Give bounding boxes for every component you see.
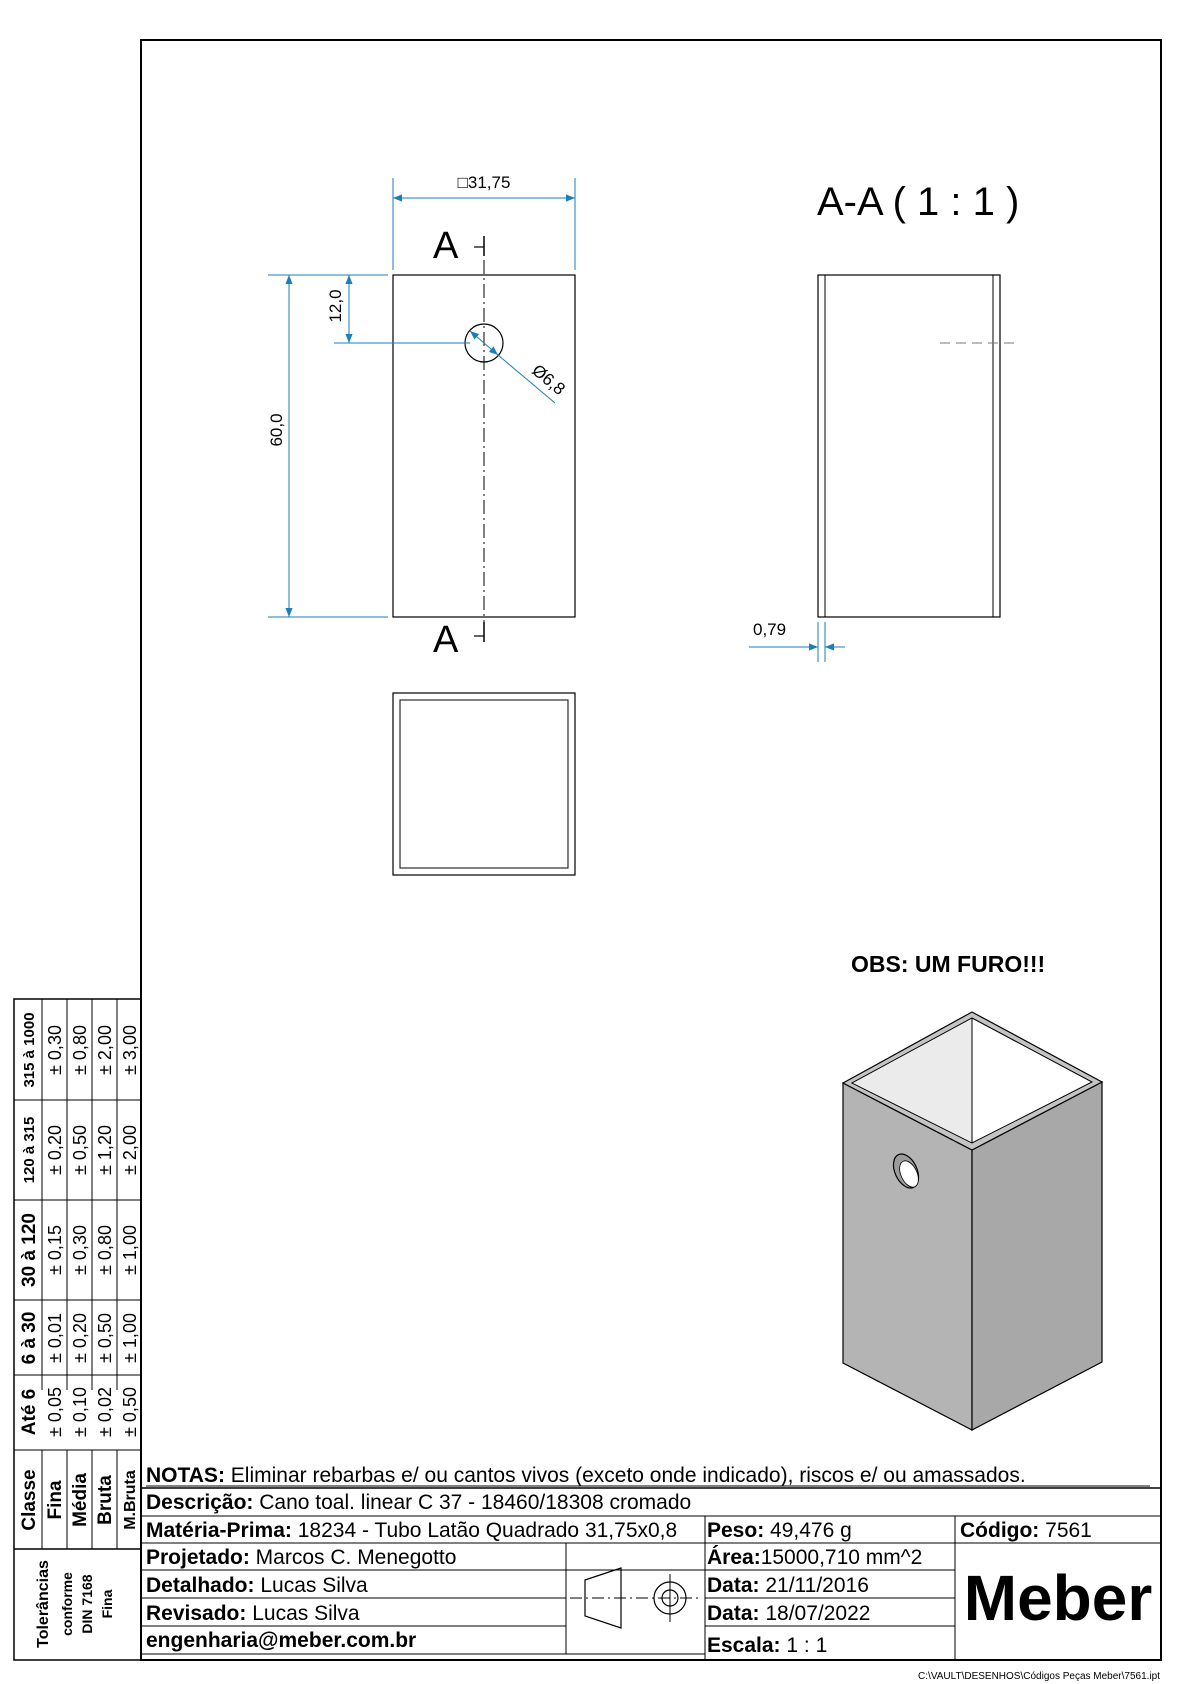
tolerance-value: ± 1,20: [95, 1125, 115, 1175]
file-path: C:\VAULT\DESENHOS\Códigos Peças Meber\7561.ipt: [918, 1671, 1160, 1682]
meber-logo: Meber: [963, 1562, 1153, 1634]
bottom-view: [393, 693, 575, 875]
tolerance-value: ± 3,00: [120, 1025, 140, 1075]
escala: Escala: 1 : 1: [707, 1634, 828, 1657]
data-criacao: Data: 21/11/2016: [707, 1574, 869, 1597]
range-label: 120 à 315: [21, 1116, 38, 1184]
isometric-view: [843, 1012, 1102, 1430]
tolerance-value: ± 0,01: [45, 1313, 65, 1363]
section-view-title: A-A ( 1 : 1 ): [817, 180, 1020, 224]
class-label: Média: [70, 1473, 91, 1527]
class-label: M.Bruta: [122, 1470, 139, 1530]
projetado: Projetado: Marcos C. Menegotto: [146, 1546, 457, 1569]
projection-symbol-icon: [570, 1568, 700, 1628]
front-view: [393, 225, 575, 661]
class-label: Fina: [45, 1480, 66, 1520]
tolerance-value: ± 0,30: [45, 1025, 65, 1075]
obs-note: OBS: UM FURO!!!: [851, 951, 1046, 977]
hole-diameter-dimension: Ø6,8: [528, 360, 569, 399]
hole-offset-dimension: 12,0: [326, 289, 345, 323]
tolerance-value: ± 0,50: [70, 1125, 90, 1175]
section-outline: [818, 275, 1000, 617]
tolerance-value: ± 0,80: [70, 1025, 90, 1075]
tolerance-value: ± 0,10: [70, 1387, 90, 1437]
tolerance-value: ± 0,50: [95, 1313, 115, 1363]
range-label: 6 à 30: [19, 1311, 40, 1365]
revisado: Revisado: Lucas Silva: [146, 1602, 360, 1625]
codigo: Código: 7561: [960, 1519, 1092, 1542]
area: Área:15000,710 mm^2: [707, 1546, 923, 1569]
tolerance-value: ± 2,00: [95, 1025, 115, 1075]
height-dimension: 60,0: [267, 413, 286, 447]
data-revisao: Data: 18/07/2022: [707, 1602, 871, 1625]
tolerance-value: ± 1,00: [120, 1225, 140, 1275]
tolerance-value: ± 1,00: [120, 1313, 140, 1363]
tolerance-value: ± 0,15: [45, 1225, 65, 1275]
section-view: [749, 180, 1019, 662]
class-label: Bruta: [95, 1475, 116, 1525]
notes: [146, 1464, 1026, 1487]
email: engenharia@meber.com.br: [146, 1629, 417, 1652]
tolerance-value: ± 0,02: [95, 1387, 115, 1437]
materia-prima: Matéria-Prima: 18234 - Tubo Latão Quadrado 31,75x0,8: [146, 1519, 678, 1542]
range-label: Até 6: [19, 1388, 40, 1436]
width-dimension: □31,75: [457, 173, 511, 192]
tolerance-title-line: Fina: [99, 1589, 115, 1619]
tolerance-value: ± 0,30: [70, 1225, 90, 1275]
tolerance-value: ± 0,80: [95, 1225, 115, 1275]
tolerance-title-line: Tolerâncias: [35, 1560, 52, 1648]
tolerance-value: ± 0,05: [45, 1387, 65, 1437]
tolerance-title-line: conforme: [59, 1572, 75, 1636]
sheet-border: [141, 40, 1161, 1660]
tolerance-value: ± 0,50: [120, 1387, 140, 1437]
notes-label: NOTAS:: [146, 1464, 225, 1487]
peso: Peso: 49,476 g: [707, 1519, 852, 1542]
range-label: 30 à 120: [19, 1213, 40, 1287]
title-block: [141, 1464, 1161, 1660]
wall-dimension: 0,79: [753, 620, 787, 639]
tolerance-value: ± 0,20: [45, 1125, 65, 1175]
section-label-bottom: A: [433, 619, 459, 661]
front-view-dimensions: [267, 173, 575, 617]
descricao: Descrição: Cano toal. linear C 37 - 18460/18308 cromado: [146, 1491, 692, 1514]
range-label: 315 à 1000: [21, 1012, 38, 1088]
class-header: Classe: [19, 1469, 40, 1531]
section-label-top: A: [433, 225, 459, 267]
notes-text: Eliminar rebarbas e/ ou cantos vivos (exceto onde indicado), riscos e/ ou amassados.: [224, 1464, 1026, 1487]
detalhado: Detalhado: Lucas Silva: [146, 1574, 368, 1597]
tolerance-table: [14, 999, 141, 1660]
tolerance-value: ± 2,00: [120, 1125, 140, 1175]
tolerance-title-line: DIN 7168: [79, 1574, 95, 1634]
tolerance-value: ± 0,20: [70, 1313, 90, 1363]
